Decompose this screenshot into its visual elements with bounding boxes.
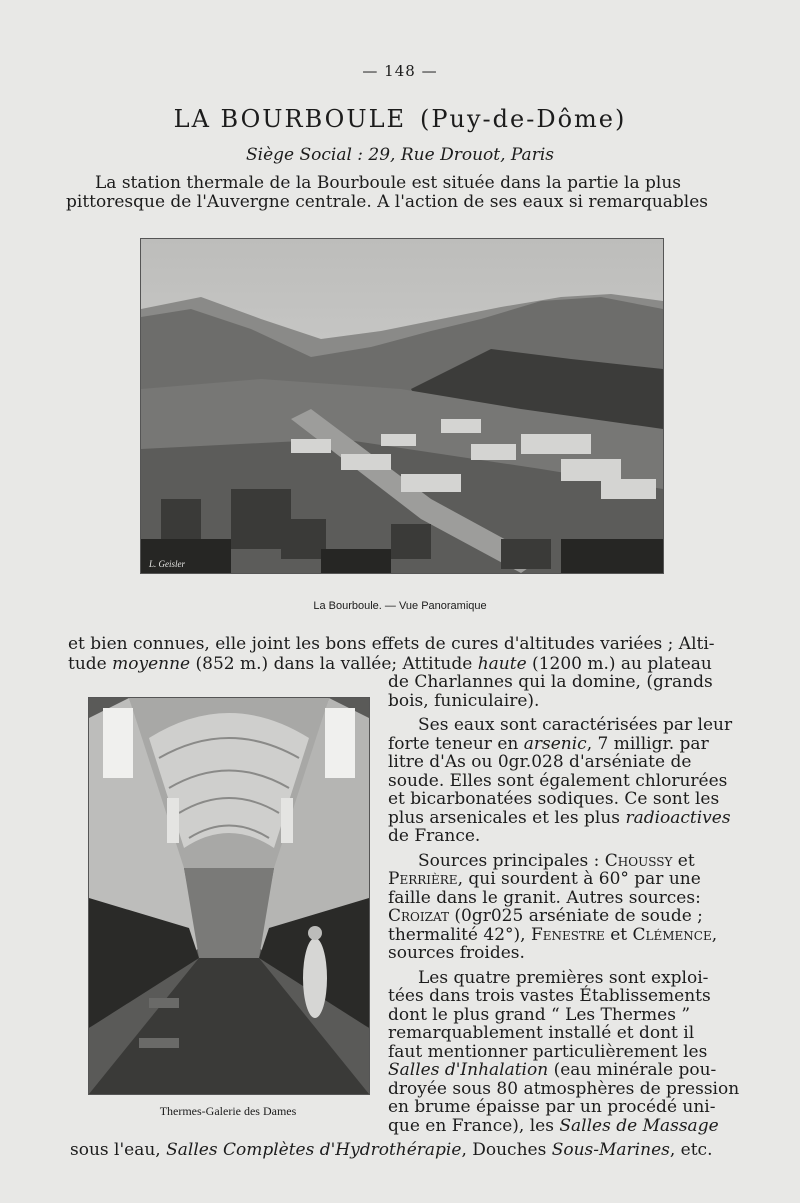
intro-line-1: La station thermale de la Bourboule est située dans la partie la plus [95, 173, 681, 193]
gallery-caption: Thermes-Galerie des Dames [159, 1104, 297, 1118]
body-line-2: tude moyenne (852 m.) dans la vallée; Attitude haute (1200 m.) au plateau [68, 654, 712, 674]
gallery-image [89, 698, 369, 1094]
panorama-photo [140, 238, 664, 574]
panorama-caption: La Bourboule. — Vue Panoramique [313, 600, 487, 612]
page-number: — 148 — [362, 62, 438, 80]
body-line-1: et bien connues, elle joint les bons effets de cures d'altitudes variées ; Alti- [68, 634, 715, 654]
page-title [0, 105, 800, 133]
last-line: sous l'eau, Salles Complètes d'Hydrothérapie, Douches Sous-Marines, etc. [70, 1140, 713, 1160]
gallery-photo [88, 697, 370, 1095]
photo-signature: L. Geisler [149, 559, 185, 569]
intro-line-2: pittoresque de l'Auvergne centrale. A l'action de ses eaux si remarquables [66, 192, 709, 212]
panorama-image [141, 239, 663, 573]
right-column: de Charlannes qui la domine, (grands bois, funiculaire). Ses eaux sont caractérisées par leur forte teneur en arsenic, 7 milligr. par litre d'As ou 0gr.028 d'arséniate de soude. Elles sont également chlorurées et bicarbonatées sodiques. Ce sont les plus arsenicales et les plus radioactives de France. Sources principales : Choussy et Perrière, qui sourdent à 60° par une faille dans le granit. Autres sources: Croizat (0gr025 arséniate de soude ; thermalité 42°), Fenestre et Clémence, sources froides. Les quatre premières sont exploi- tées dans trois vastes Établissements dont le plus grand “ Les Thermes ” remarquablement installé et dont il faut mentionner particulièrement les Salles d'Inhalation (eau minérale pou- droyée sous 80 atmosphères de pression en brume épaisse par un procédé uni- que en France), les Salles de Massage [388, 672, 740, 1136]
subtitle: Siège Social : 29, Rue Drouot, Paris [245, 145, 554, 165]
title-region: (Puy-de-Dôme) [420, 105, 627, 133]
title-name: LA BOURBOULE [173, 105, 407, 133]
